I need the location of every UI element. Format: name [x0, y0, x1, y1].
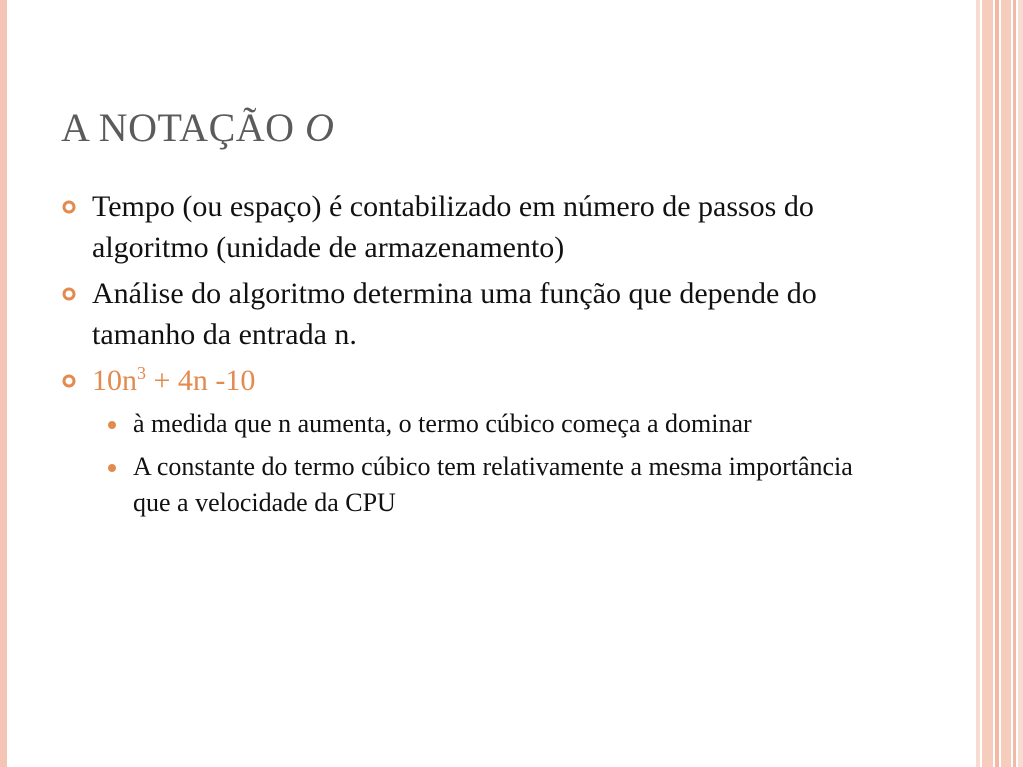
stripe	[976, 0, 980, 767]
left-decorative-border	[0, 0, 7, 767]
slide-content	[62, 186, 892, 528]
formula-exponent: 3	[137, 363, 146, 383]
sub-bullet-list	[106, 406, 892, 521]
formula-base: 10n	[92, 364, 137, 397]
sub-bullet-item	[106, 449, 892, 521]
bullet-item	[62, 273, 892, 355]
bullet-text: Tempo (ou espaço) é contabilizado em número de passos do algoritmo (unidade de armazenamento)	[92, 190, 814, 264]
bullet-text: Análise do algoritmo determina uma função que depende do tamanho da entrada n.	[92, 277, 817, 351]
stripe	[982, 0, 993, 767]
ring-bullet-icon	[62, 374, 76, 388]
sub-bullet-text: A constante do termo cúbico tem relativamente a mesma importância que a velocidade da CPU	[133, 452, 853, 517]
dot-bullet-icon	[108, 421, 116, 429]
slide-title-italic: O	[305, 105, 335, 150]
sub-bullet-item	[106, 406, 892, 442]
formula-rest: + 4n -10	[146, 364, 256, 397]
sub-bullet-text: à medida que n aumenta, o termo cúbico começa a dominar	[133, 409, 752, 438]
formula-bullet	[62, 360, 892, 401]
ring-bullet-icon	[62, 287, 76, 301]
bullet-item	[62, 186, 892, 268]
slide-title	[61, 104, 334, 151]
stripe	[1013, 0, 1016, 767]
dot-bullet-icon	[108, 464, 116, 472]
stripe	[995, 0, 999, 767]
ring-bullet-icon	[62, 200, 76, 214]
right-decorative-stripes	[976, 0, 1023, 767]
stripe	[1001, 0, 1011, 767]
slide-title-text: A NOTAÇÃO	[61, 105, 295, 150]
stripe	[1018, 0, 1023, 767]
